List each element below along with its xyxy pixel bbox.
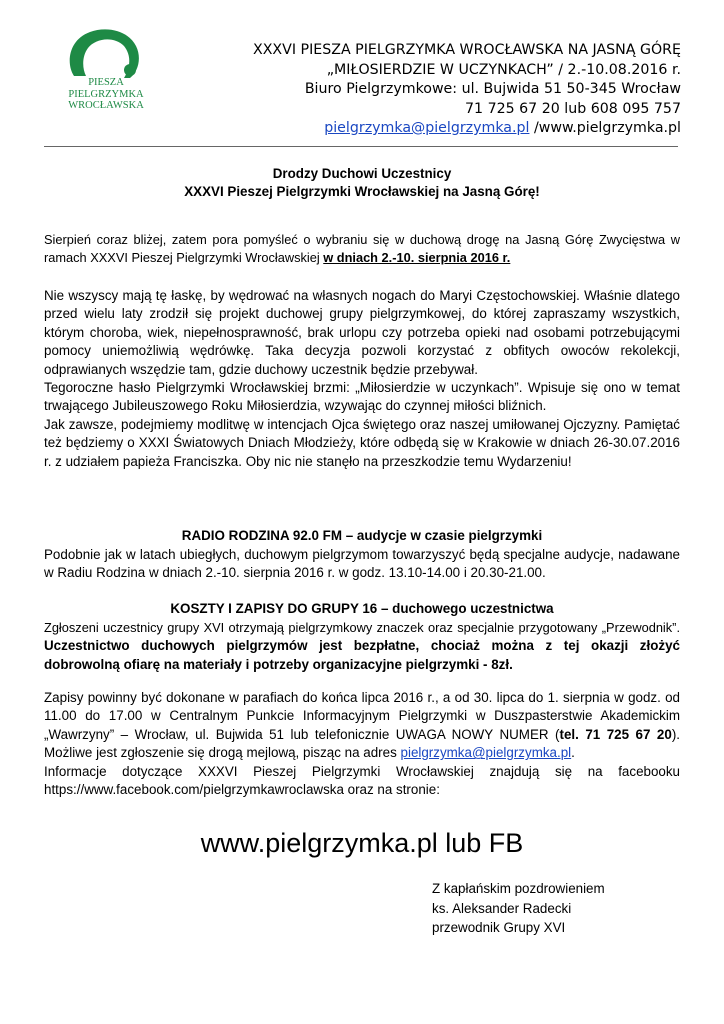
logo-line: PIESZA [88,77,124,88]
signup-end: . [571,745,575,761]
paragraph-3: Jak zawsze, podejmiemy modlitwę w intencjach Ojca świętego oraz naszej umiłowanej Ojczyzny. Pamiętać też będziemy o XXXI Światowych Dniach Młodzieży, które odbędą się w Krakowie w dniach 26-30.07.2016 r. z udziałem papieża Franciszka. Oby nic nie stanęło na przeszkodzie temu Wydarzeniu! [44,416,680,469]
signature-role: przewodnik Grupy XVI [432,920,566,935]
costs-bold-text: Uczestnictwo duchowych pielgrzymów jest bezpłatne, chociaż można z tej okazji złożyć dobrowolną ofiarę na materiały i potrzeby organizacyjne pielgrzymki - 8zł. [44,638,680,672]
letterhead-phone: 71 725 67 20 lub 608 095 757 [465,100,681,117]
signup-email-link[interactable]: pielgrzymka@pielgrzymka.pl [400,745,572,761]
logo-dot [124,64,136,76]
paragraph-1: Nie wszyscy mają tę łaskę, by wędrować na własnych nogach do Maryi Częstochowskiej. Właśnie dlatego przed wielu laty zrodził się projekt duchowej grupy pielgrzymkowej, do której zapraszamy wszystkich, którym choroba, wiek, niepełnosprawność, brak urlopu czy potrzeba opieki nad osobami potrzebującymi pomocy uniemożliwią wędrówkę. Taka decyzja pozwoli korzystać z obfitych owoców rekolekcji, odprawianych wszędzie tam, gdzie duchowy uczestnik będzie przebywał. [44,288,680,377]
costs-text: Zgłoszeni uczestnicy grupy XVI otrzymają pielgrzymkowy znaczek oraz specjalnie przygotowany „Przewodnik”. [44,620,680,635]
logo-line: WROCŁAWSKA [68,100,144,111]
letterhead-contact [211,119,681,139]
header-email-link[interactable]: pielgrzymka@pielgrzymka.pl [324,120,530,136]
paragraph-2: Tegoroczne hasło Pielgrzymki Wrocławskiej brzmi: „Miłosierdzie w uczynkach”. Wpisuje się ono w temat trwającego Jubileuszowego Roku Miłosierdzia, wzywając do czynnej miłości bliźnich. [44,380,680,414]
costs-paragraph [44,619,680,674]
logo-inner-shape [90,52,116,78]
facebook-info: Informacje dotyczące XXXVI Pieszej Pielgrzymki Wrocławskiej znajdują się na facebooku https://www.facebook.com/pielgrzymkawroclawska oraz na stronie: [44,763,680,798]
header-divider [44,146,678,147]
costs-heading: KOSZTY I ZAPISY DO GRUPY 16 – duchowego uczestnictwa [170,601,554,616]
intro-text: Sierpień coraz bliżej, zatem pora pomyśleć o wybraniu się w duchową drogę na Jasną Górę Zwycięstwa w ramach XXXVI Pieszej Pielgrzymki Wrocławskiej [44,232,680,265]
signup-text: Zapisy powinny być dokonane w parafiach do końca lipca 2016 r., a od 30. lipca do 1. sierpnia w godz. od 11.00 do 17.00 w Centralnym Punkcie Informacyjnym Pielgrzymki w Duszpasterstwie Akademickim „Wawrzyny” – Wrocław, ul. Bujwida 51 lub telefonicznie UWAGA NOWY NUMER ( [44,690,680,742]
logo-text [66,77,146,112]
letterhead-motto: „MIŁOSIERDZIE W UCZYNKACH” / 2.-10.08.2016 r. [326,61,681,78]
letterhead-address: Biuro Pielgrzymkowe: ul. Bujwida 51 50-345 Wrocław [304,81,681,97]
website-banner: www.pielgrzymka.pl lub FB [200,828,524,858]
radio-heading: RADIO RODZINA 92.0 FM – audycje w czasie pielgrzymki [181,528,543,543]
signature [432,879,605,938]
letter-title [44,165,680,202]
letterhead-title: XXXVI PIESZA PIELGRZYMKA WROCŁAWSKA NA JASNĄ GÓRĘ [252,42,681,58]
letterhead [211,41,681,139]
header-website: /www.pielgrzymka.pl [529,120,681,136]
signup-text-2: ). Możliwe jest zgłoszenie się drogą mejlową, pisząc na adres [44,726,680,761]
signature-greeting: Z kapłańskim pozdrowieniem [432,881,605,896]
signup-phone: tel. 71 725 67 20 [559,726,672,742]
title-subject: XXXVI Pieszej Pielgrzymki Wrocławskiej na Jasną Górę! [184,184,540,200]
radio-paragraph: Podobnie jak w latach ubiegłych, duchowym pielgrzymom towarzyszyć będą specjalne audycje, nadawane w Radiu Rodzina w dniach 2.-10. sierpnia 2016 r. w godz. 13.10-14.00 i 20.30-21.00. [44,547,680,581]
logo-line: PIELGRZYMKA [68,88,144,100]
signature-name: ks. Aleksander Radecki [432,900,572,916]
signup-paragraph [44,689,680,799]
intro-dates: w dniach 2.-10. sierpnia 2016 r. [323,250,511,265]
main-paragraphs [44,287,680,471]
intro-paragraph [44,231,680,267]
title-greeting: Drodzy Duchowi Uczestnicy [272,166,452,181]
